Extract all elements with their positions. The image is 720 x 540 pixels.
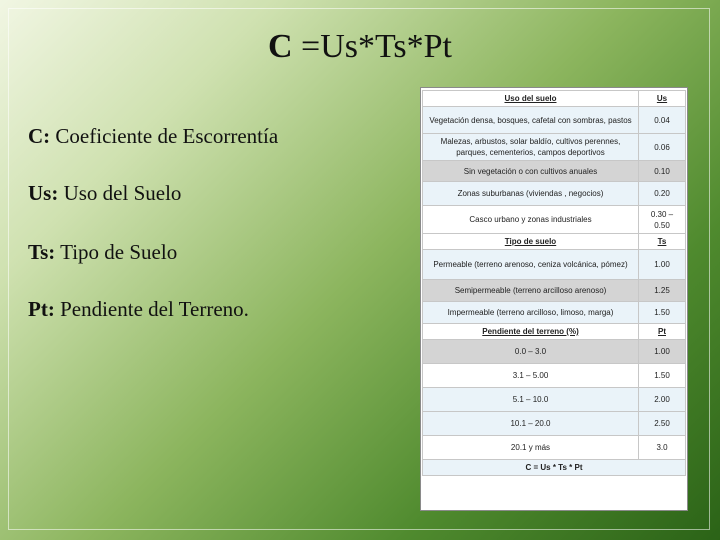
definition-text: Tipo de Suelo (60, 240, 178, 264)
table-cell: Semipermeable (terreno arcilloso arenoso) (423, 280, 639, 302)
definition-key: Us: (28, 181, 59, 205)
table-header-cell: Pt (639, 324, 686, 340)
table-cell: 3.0 (639, 436, 686, 460)
table-cell: 0.10 (639, 161, 686, 182)
table-row (423, 436, 686, 460)
table-cell: 2.00 (639, 388, 686, 412)
table-row (423, 340, 686, 364)
definition-us (28, 181, 181, 206)
definition-text: Uso del Suelo (63, 181, 182, 205)
table-cell: 2.50 (639, 412, 686, 436)
table-header-pendiente (423, 324, 686, 340)
table-row (423, 388, 686, 412)
table-header-cell: Uso del suelo (423, 91, 639, 107)
table-row (423, 364, 686, 388)
table-cell: 3.1 – 5.00 (423, 364, 639, 388)
definition-text: Coeficiente de Escorrentía (55, 124, 279, 148)
table-cell: Malezas, arbustos, solar baldío, cultivos perennes, parques, cementerios, campos deportivos (423, 134, 639, 161)
table-cell: 1.50 (639, 302, 686, 324)
table-row (423, 206, 686, 234)
table-row (423, 250, 686, 280)
table-cell: 0.06 (639, 134, 686, 161)
table-cell: 1.00 (639, 250, 686, 280)
table-row (423, 412, 686, 436)
table-row (423, 161, 686, 182)
table-footer (423, 460, 686, 476)
table-header-cell: Ts (639, 234, 686, 250)
title-formula: =Us*Ts*Pt (301, 28, 452, 65)
table-header-cell: Pendiente del terreno (%) (423, 324, 639, 340)
slide-title (0, 28, 720, 66)
table-row (423, 280, 686, 302)
table-header-uso (423, 91, 686, 107)
table-cell: 10.1 – 20.0 (423, 412, 639, 436)
definition-key: C: (28, 124, 51, 148)
table-row (423, 134, 686, 161)
table-row (423, 107, 686, 134)
table-cell: Zonas suburbanas (viviendas , negocios) (423, 182, 639, 206)
table-cell: 1.25 (639, 280, 686, 302)
coefficient-table (422, 90, 686, 476)
table-cell: 0.04 (639, 107, 686, 134)
definition-pt (28, 297, 249, 322)
definition-key: Ts: (28, 240, 56, 264)
table-cell: Casco urbano y zonas industriales (423, 206, 639, 234)
table-cell: 0.30 – 0.50 (639, 206, 686, 234)
definition-text: Pendiente del Terreno. (60, 297, 249, 321)
definition-c (28, 124, 278, 149)
table-cell: Vegetación densa, bosques, cafetal con sombras, pastos (423, 107, 639, 134)
table-header-cell: Tipo de suelo (423, 234, 639, 250)
table-cell: 20.1 y más (423, 436, 639, 460)
title-lead: C (267, 28, 293, 65)
table-cell: 1.50 (639, 364, 686, 388)
table-header-tipo (423, 234, 686, 250)
table-row (423, 182, 686, 206)
coefficient-table-image (420, 87, 688, 511)
table-cell: Sin vegetación o con cultivos anuales (423, 161, 639, 182)
table-header-cell: Us (639, 91, 686, 107)
table-cell: Permeable (terreno arenoso, ceniza volcánica, pómez) (423, 250, 639, 280)
table-cell: 5.1 – 10.0 (423, 388, 639, 412)
table-cell: 0.0 – 3.0 (423, 340, 639, 364)
table-cell: 1.00 (639, 340, 686, 364)
table-footer-formula: C = Us * Ts * Pt (423, 460, 686, 476)
definition-key: Pt: (28, 297, 55, 321)
table-row (423, 302, 686, 324)
table-cell: 0.20 (639, 182, 686, 206)
definition-ts (28, 240, 177, 265)
table-cell: Impermeable (terreno arcilloso, limoso, marga) (423, 302, 639, 324)
